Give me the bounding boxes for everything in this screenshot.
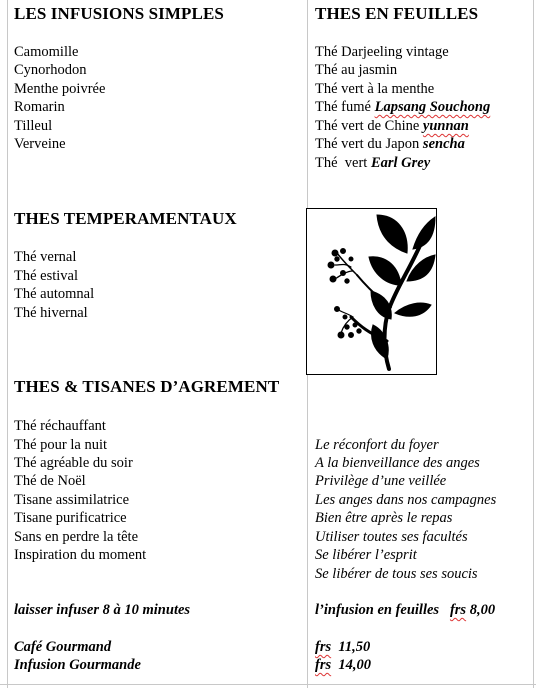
agrement-item: Thé agréable du soir [14, 455, 133, 471]
temperamentaux-item: Thé estival [14, 268, 79, 284]
feuilles-item-text: Thé fumé [315, 99, 375, 115]
feuilles-item-variety: Earl Grey [370, 155, 431, 171]
feuilles-item-text: Thé au jasmin [315, 62, 398, 78]
temperamentaux-item: Thé hivernal [14, 305, 88, 321]
section-title-agrement: THES & TISANES D’AGREMENT [14, 377, 280, 396]
table-border-left [7, 0, 8, 688]
tea-plant-icon [307, 209, 436, 374]
agrement-description: Se libérer de tous ses soucis [315, 566, 478, 582]
feuilles-item-variety: yunnan [422, 118, 469, 134]
feuilles-item-text: Thé vert à la menthe [315, 81, 435, 97]
agrement-item: Sans en perdre la tête [14, 529, 139, 545]
feuilles-item [315, 98, 490, 117]
feuilles-item-variety: sencha [422, 136, 465, 152]
agrement-item: Thé pour la nuit [14, 437, 108, 453]
cafe-price-value: 11,50 [338, 639, 371, 655]
agrement-description: Privilège d’une veillée [315, 473, 447, 489]
tea-plant-image [306, 208, 437, 375]
simples-item: Tilleul [14, 118, 53, 134]
agrement-item: Tisane purificatrice [14, 510, 127, 526]
feuilles-item [315, 80, 434, 99]
agrement-description: Utiliser toutes ses facultés [315, 529, 468, 545]
temperamentaux-item: Thé vernal [14, 249, 77, 265]
feuilles-item-text: Thé vert de Chine [315, 118, 423, 134]
leaf-price-line [315, 601, 495, 620]
feuilles-item [315, 117, 469, 136]
table-border-right [533, 0, 534, 688]
agrement-description: Le réconfort du foyer [315, 437, 439, 453]
feuilles-item [315, 61, 397, 80]
section-title-simples: LES INFUSIONS SIMPLES [14, 4, 224, 23]
table-border-bottom [0, 684, 536, 685]
feuilles-item [315, 43, 449, 62]
agrement-description: Se libérer l’esprit [315, 547, 417, 563]
agrement-item: Thé de Noël [14, 473, 86, 489]
agrement-description: Les anges dans nos campagnes [315, 492, 497, 508]
infusion-price-value: 14,00 [338, 657, 371, 673]
simples-item: Romarin [14, 99, 65, 115]
feuilles-item-variety: Lapsang Souchong [374, 99, 491, 115]
leaf-price-label: l’infusion en feuilles [315, 602, 440, 618]
infusion-gourmande-price [315, 656, 371, 675]
cafe-gourmand-label: Café Gourmand [14, 639, 112, 655]
simples-item: Menthe poivrée [14, 81, 106, 97]
feuilles-item [315, 135, 465, 154]
infusion-gourmande-label: Infusion Gourmande [14, 657, 141, 673]
agrement-item: Inspiration du moment [14, 547, 147, 563]
leaf-price-value: 8,00 [469, 602, 496, 618]
agrement-description: Bien être après le repas [315, 510, 453, 526]
infuse-note: laisser infuser 8 à 10 minutes [14, 602, 191, 618]
feuilles-item-text: Thé vert [315, 155, 371, 171]
section-title-feuilles: THES EN FEUILLES [315, 4, 479, 23]
infusion-price-currency: frs [315, 657, 332, 673]
agrement-item: Tisane assimilatrice [14, 492, 130, 508]
cafe-gourmand-price [315, 638, 370, 657]
cafe-price-currency: frs [315, 639, 332, 655]
section-title-temperamentaux: THES TEMPERAMENTAUX [14, 209, 237, 228]
feuilles-item-text: Thé Darjeeling vintage [315, 44, 449, 60]
leaf-price-currency: frs [449, 602, 467, 618]
feuilles-item [315, 154, 430, 173]
simples-item: Cynorhodon [14, 62, 87, 78]
simples-item: Verveine [14, 136, 66, 152]
feuilles-item-text: Thé vert du Japon [315, 136, 423, 152]
agrement-description: A la bienveillance des anges [315, 455, 480, 471]
temperamentaux-item: Thé automnal [14, 286, 95, 302]
simples-item: Camomille [14, 44, 79, 60]
agrement-item: Thé réchauffant [14, 418, 106, 434]
